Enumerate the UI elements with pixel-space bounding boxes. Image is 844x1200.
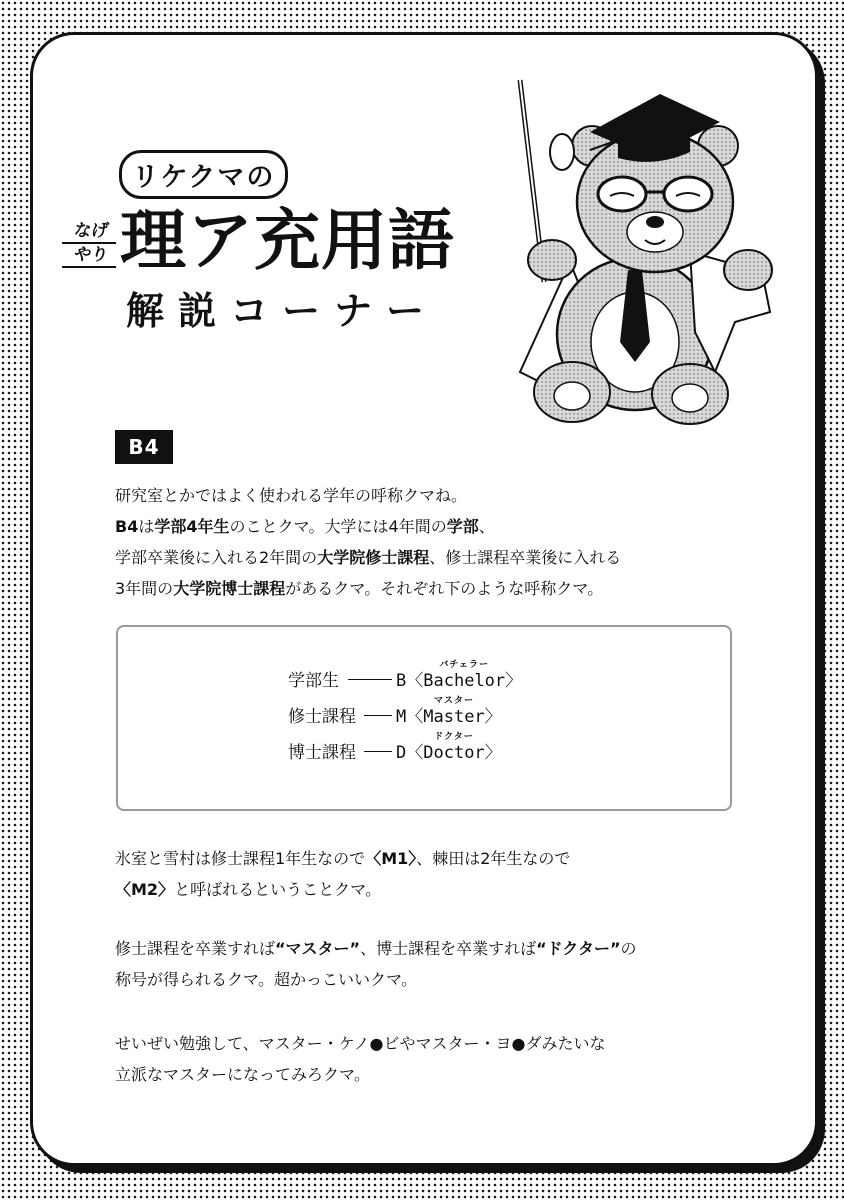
- text: 学部卒業後に入れる2年間の: [115, 548, 318, 567]
- text-bold: 学部4年生: [154, 517, 230, 536]
- text: があるクマ。それぞれ下のような呼称クマ。: [285, 579, 604, 598]
- term-dash: [364, 751, 392, 752]
- text-bold: B4: [115, 517, 139, 536]
- text: 、修士課程卒業後に入れる: [429, 548, 622, 567]
- term-row: [288, 660, 523, 695]
- grade-line-2: [115, 874, 755, 905]
- text: のことクマ。大学には4年間の: [229, 517, 447, 536]
- title-line-2: 称号が得られるクマ。超かっこいいクマ。: [115, 970, 418, 989]
- closing-line-1: せいぜい勉強して、マスター・ケノ●ビやマスター・ヨ●ダみたいな: [115, 1034, 606, 1053]
- term-jp: 修士課程: [288, 707, 356, 727]
- section-badge: B4: [115, 430, 173, 464]
- intro-line-1: 研究室とかではよく使われる学年の呼称クマね。: [115, 486, 468, 505]
- text: 、棘田は2年生なので: [416, 849, 571, 868]
- tag-line-1: なげ: [62, 220, 120, 244]
- corner-title: 解説コーナー: [126, 289, 439, 333]
- term-ruby: バチェラー: [439, 660, 490, 670]
- text: 氷室と雪村は修士課程1年生なので: [115, 849, 366, 868]
- term-bracket-close: 〉: [505, 671, 523, 691]
- text-bold: “ドクター”: [536, 939, 621, 958]
- professor-bear-illustration: [500, 72, 780, 432]
- text-bold: 〈M1〉: [365, 849, 417, 868]
- intro-line-3: [115, 542, 755, 573]
- grade-line-1: [115, 843, 755, 874]
- term-ruby: ドクター: [434, 732, 474, 742]
- term-bracket-open: 〈: [406, 743, 424, 763]
- text-bold: “マスター”: [275, 939, 361, 958]
- title-paragraph: [115, 933, 755, 995]
- intro-paragraph: [115, 480, 755, 604]
- grade-paragraph: [115, 843, 755, 905]
- term-code: D: [396, 743, 407, 763]
- text: 、: [478, 517, 495, 536]
- term-bracket-close: 〉: [484, 743, 502, 763]
- text: 修士課程を卒業すれば: [115, 939, 276, 958]
- text: の: [620, 939, 637, 958]
- term-en-wrap: [423, 732, 485, 767]
- title-block: [62, 150, 502, 333]
- term-jp: 博士課程: [288, 743, 356, 763]
- intro-line-2: [115, 511, 755, 542]
- text: と呼ばれるということクマ。: [174, 880, 382, 899]
- term-dash: [364, 715, 392, 716]
- tag-label: [64, 220, 118, 268]
- text: は: [138, 517, 155, 536]
- tag-line-2: やり: [62, 244, 120, 268]
- title-line-1: [115, 933, 755, 964]
- text-bold: 大学院修士課程: [317, 548, 430, 567]
- term-en: Bachelor: [423, 671, 506, 691]
- closing-paragraph: [115, 1028, 755, 1090]
- terms-box: [116, 625, 732, 811]
- series-title: リケクマの: [119, 150, 288, 199]
- text-bold: 学部: [446, 517, 479, 536]
- text-bold: 大学院博士課程: [173, 579, 286, 598]
- term-jp: 学部生: [288, 671, 339, 691]
- term-en: Doctor: [423, 743, 485, 763]
- term-en: Master: [423, 707, 485, 727]
- term-dash: [348, 679, 392, 680]
- intro-line-4: [115, 573, 755, 604]
- term-bracket-open: 〈: [406, 671, 424, 691]
- text-bold: 〈M2〉: [115, 880, 175, 899]
- main-title: 理ア充用語: [120, 202, 455, 279]
- term-bracket-open: 〈: [406, 707, 424, 727]
- term-ruby: マスター: [433, 696, 474, 706]
- term-code: M: [396, 707, 407, 727]
- text: 3年間の: [115, 579, 174, 598]
- term-row: [288, 732, 502, 767]
- term-code: B: [396, 671, 407, 691]
- closing-line-2: 立派なマスターになってみろクマ。: [115, 1065, 371, 1084]
- text: 、博士課程を卒業すれば: [360, 939, 537, 958]
- term-bracket-close: 〉: [484, 707, 502, 727]
